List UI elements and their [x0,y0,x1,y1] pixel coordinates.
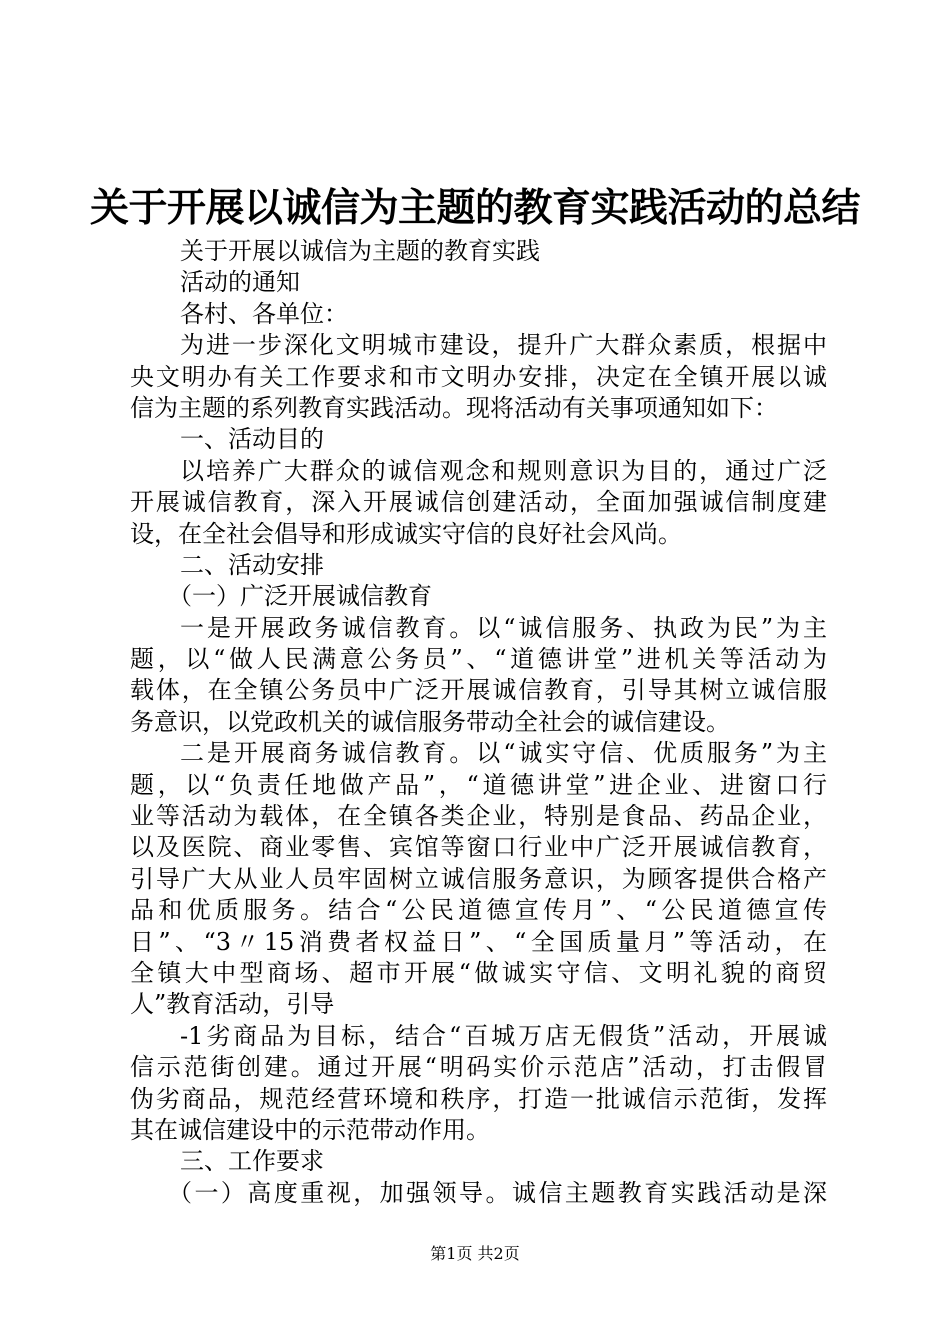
body-line: 为进一步深化文明城市建设，提升广大群众素质，根据中 [180,331,827,360]
body-line: 人”教育活动，引导 [130,990,335,1019]
body-line: （一）广泛开展诚信教育 [168,582,432,611]
body-line: -1劣商品为目标，结合“百城万店无假货”活动，开展诚 [180,1021,827,1050]
body-line: 引导广大从业人员牢固树立诚信服务意识，为顾客提供合格产 [130,864,827,893]
body-line: 务意识，以党政机关的诚信服务带动全社会的诚信建设。 [130,707,730,736]
document-title: 关于开展以诚信为主题的教育实践活动的总结 [89,186,860,231]
body-line: 品和优质服务。结合“公民道德宣传月”、“公民道德宣传 [130,896,827,925]
body-line: 题，以“做人民满意公务员”、“道德讲堂”进机关等活动为 [130,645,827,674]
body-line: 题，以“负责任地做产品”，“道德讲堂”进企业、进窗口行 [130,770,827,799]
body-line: 信为主题的系列教育实践活动。现将活动有关事项通知如下： [130,393,778,422]
body-line: 活动的通知 [180,268,300,297]
body-line: （一）高度重视，加强领导。诚信主题教育实践活动是深 [168,1178,827,1207]
body-line: 以培养广大群众的诚信观念和规则意识为目的，通过广泛 [180,456,827,485]
body-line: 三、工作要求 [180,1147,324,1176]
body-line: 开展诚信教育，深入开展诚信创建活动，全面加强诚信制度建 [130,488,827,517]
page-footer: 第1页 共2页 [430,1244,520,1263]
body-line: 信示范街创建。通过开展“明码实价示范店”活动，打击假冒 [130,1053,827,1082]
body-line: 以及医院、商业零售、宾馆等窗口行业中广泛开展诚信教育， [130,833,827,862]
body-line: 伪劣商品，规范经营环境和秩序，打造一批诚信示范街，发挥 [130,1084,827,1113]
body-line: 关于开展以诚信为主题的教育实践 [180,237,540,265]
body-line: 载体，在全镇公务员中广泛开展诚信教育，引导其树立诚信服 [130,676,827,705]
body-line: 其在诚信建设中的示范带动作用。 [130,1115,490,1144]
body-line: 二、活动安排 [180,550,324,579]
body-line: 各村、各单位： [180,299,348,328]
body-line: 一、活动目的 [180,425,324,454]
body-line: 二是开展商务诚信教育。以“诚实守信、优质服务”为主 [180,739,827,768]
body-line: 全镇大中型商场、超市开展“做诚实守信、文明礼貌的商贸 [130,958,827,987]
body-line: 一是开展政务诚信教育。以“诚信服务、执政为民”为主 [180,613,827,642]
body-line: 设，在全社会倡导和形成诚实守信的良好社会风尚。 [130,519,682,548]
body-line: 央文明办有关工作要求和市文明办安排，决定在全镇开展以诚 [130,362,827,391]
body-line: 业等活动为载体，在全镇各类企业，特别是食品、药品企业， [130,802,827,831]
body-line: 日”、“3〃15消费者权益日”、“全国质量月”等活动，在 [130,927,827,956]
document-body [130,236,827,1209]
